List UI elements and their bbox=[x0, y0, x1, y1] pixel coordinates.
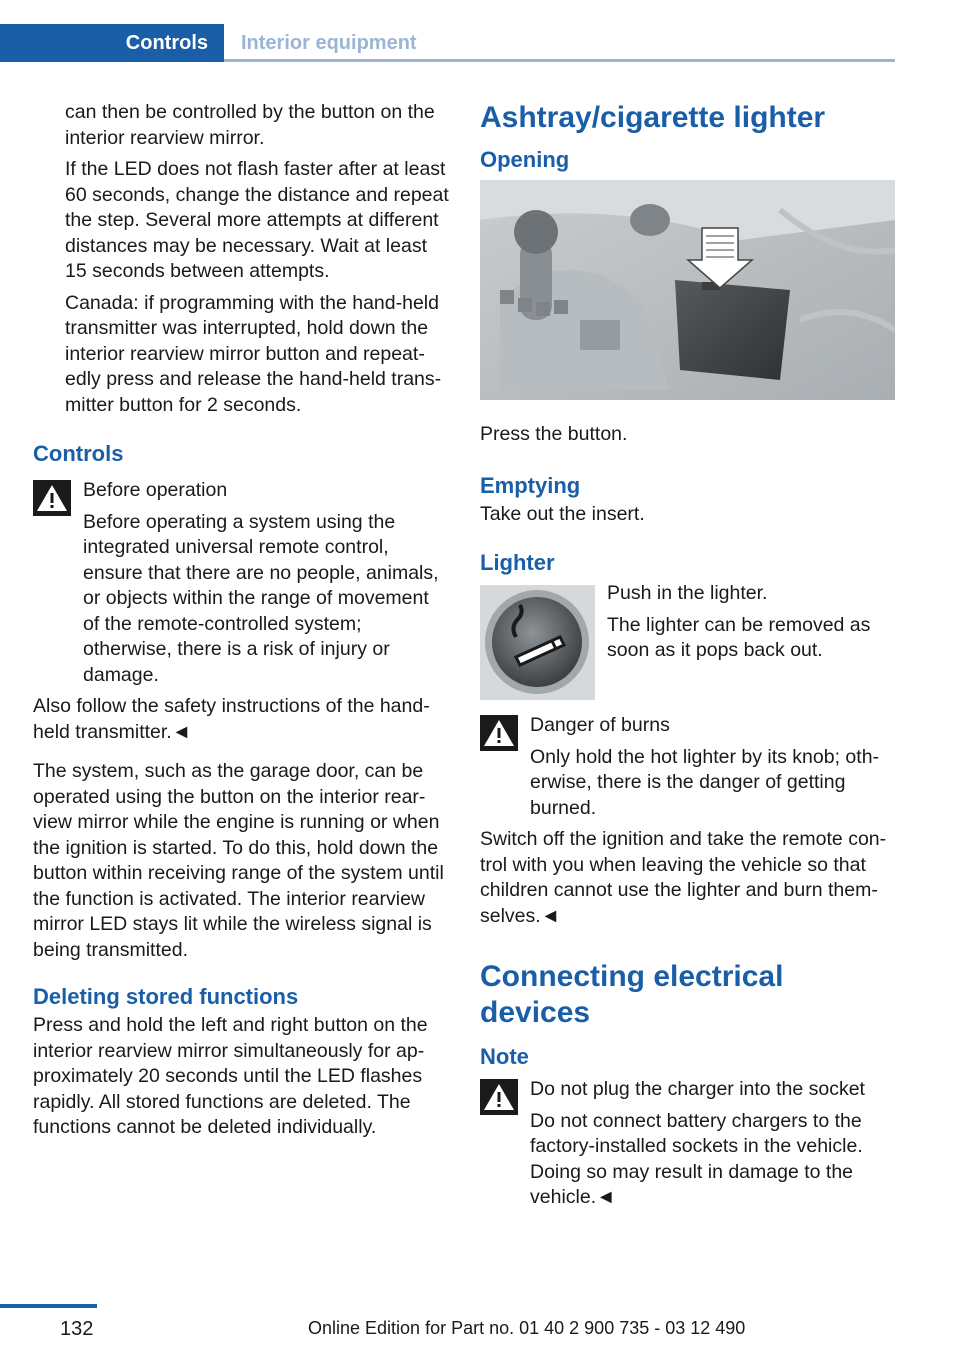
paragraph: Take out the insert. bbox=[480, 502, 645, 525]
header-rule bbox=[224, 59, 895, 62]
cigarette-lighter-image bbox=[480, 585, 595, 700]
edition-text: Online Edition for Part no. 01 40 2 900 735 - 03 12 490 bbox=[308, 1318, 746, 1338]
paragraph: Canada: if programming with the hand-held transmitter was interrupted, hold down the interior rearview mirror button and repeat-edly press and release the hand-held trans-mitter button for 2 seconds. bbox=[65, 291, 442, 416]
lighter-heading: Lighter bbox=[480, 550, 555, 575]
paragraph: If the LED does not flash faster after at least 60 seconds, change the distance and repeat the step. Several more attempts at different distances may be necessary. Wait at least 15 seconds between attempts. bbox=[65, 158, 449, 282]
footer-rule bbox=[0, 1304, 97, 1308]
paragraph: Press and hold the left and right button on the interior rearview mirror simultaneously for ap-proximately 20 seconds until the LED flashes rapidly. All stored functions are deleted. The functions cannot be deleted individually. bbox=[33, 1014, 428, 1138]
section-tab: Controls bbox=[0, 24, 224, 62]
burn-warning-block bbox=[480, 713, 896, 821]
warning-follow: Also follow the safety instructions of the hand-held transmitter.◄ bbox=[33, 695, 430, 743]
warning-follow: Switch off the ignition and take the remote con-trol with you when leaving the vehicle so that children cannot use the lighter and burn them-selves.◄ bbox=[480, 828, 887, 927]
ashtray-photo bbox=[480, 180, 895, 400]
opening-heading: Opening bbox=[480, 147, 570, 172]
warning-icon bbox=[480, 1079, 518, 1115]
subsection-tab: Interior equipment bbox=[241, 31, 417, 54]
ashtray-heading: Ashtray/cigarette lighter bbox=[480, 101, 826, 134]
lighter-block bbox=[480, 581, 896, 705]
warning-title: Before operation bbox=[83, 479, 228, 501]
warning-icon bbox=[33, 480, 71, 516]
warning-block bbox=[33, 478, 449, 688]
warning-text-body: Before operating a system using the integrated universal remote control, ensure that there are no people, animals, or objects within the range of movement of the remote-controlled system; otherwise, there is a risk of injury or damage. bbox=[83, 510, 439, 686]
warning-icon bbox=[480, 715, 518, 751]
page-number: 132 bbox=[60, 1318, 94, 1340]
note-warning-block bbox=[480, 1077, 896, 1211]
note-heading: Note bbox=[480, 1044, 529, 1069]
emptying-heading: Emptying bbox=[480, 472, 581, 498]
warning-text bbox=[83, 510, 449, 689]
left-column bbox=[33, 100, 449, 1147]
paragraph: The lighter can be removed as soon as it pops back out. bbox=[607, 613, 871, 661]
deleting-heading: Deleting stored functions bbox=[33, 984, 299, 1009]
paragraph: The system, such as the garage door, can be operated using the button on the interior rear-view mirror while the engine is running or when the ignition is started. To do this, hold down the button within receiving range of the system until the function is activated. The interior rearview mirror LED stays lit while the wireless signal is being transmitted. bbox=[33, 760, 444, 961]
warning-text: Only hold the hot lighter by its knob; oth-erwise, there is the danger of getting burned. bbox=[530, 745, 880, 819]
right-column bbox=[480, 100, 896, 1217]
paragraph: Push in the lighter. bbox=[607, 582, 768, 604]
paragraph: can then be controlled by the button on the interior rearview mirror. bbox=[65, 101, 435, 149]
warning-title: Do not plug the charger into the socket bbox=[530, 1078, 865, 1100]
page-header bbox=[0, 24, 895, 62]
warning-title: Danger of burns bbox=[530, 714, 670, 736]
warning-text: Do not connect battery chargers to the factory-installed sockets in the vehicle. Doing so may result in damage to the vehicle.◄ bbox=[530, 1109, 863, 1208]
connecting-heading: Connecting electrical devices bbox=[480, 960, 784, 1029]
paragraph: Press the button. bbox=[480, 423, 628, 445]
controls-heading: Controls bbox=[33, 441, 124, 466]
